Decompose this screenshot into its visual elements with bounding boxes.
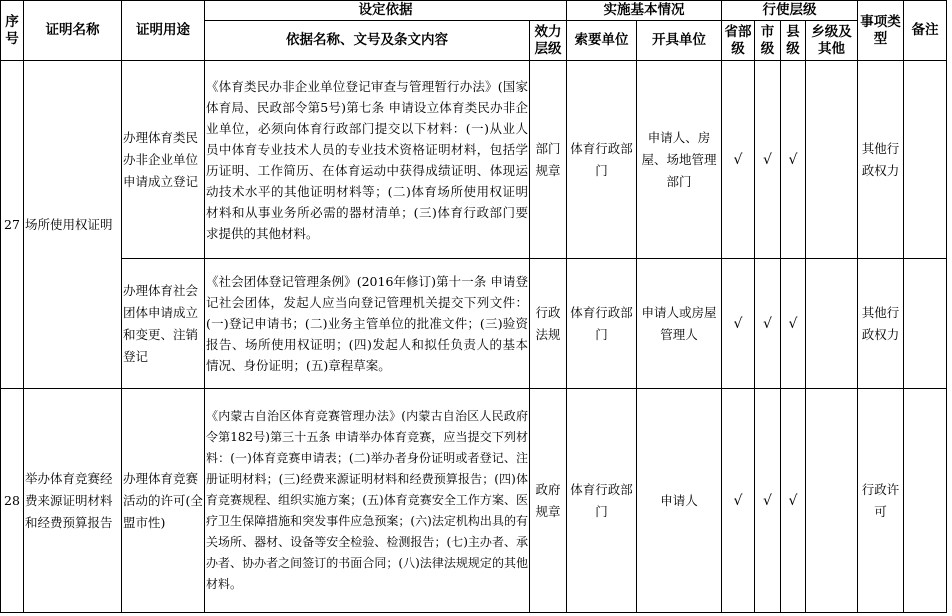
provincial-check-mark: √ — [722, 61, 755, 259]
row-item-type: 其他行政权力 — [858, 259, 904, 389]
row-seq: 27 — [1, 61, 24, 389]
header-county: 县级 — [781, 21, 806, 61]
header-basis: 设定依据 — [205, 1, 567, 21]
row-requesting-unit: 体育行政部门 — [567, 389, 637, 613]
township-cell — [806, 389, 858, 613]
row-remarks — [904, 61, 947, 259]
table-row — [1, 61, 947, 259]
row-effect-level: 行政法规 — [530, 259, 567, 389]
city-check-mark: √ — [755, 61, 781, 259]
header-basis-content: 依据名称、文号及条文内容 — [205, 21, 530, 61]
table-row — [1, 389, 947, 613]
header-effect-level: 效力层级 — [530, 21, 567, 61]
row-requesting-unit: 体育行政部门 — [567, 61, 637, 259]
header-township: 乡级及其他 — [806, 21, 858, 61]
row-issuing-unit: 申请人 — [637, 389, 722, 613]
row-requesting-unit: 体育行政部门 — [567, 259, 637, 389]
row-cert-use: 办理体育类民办非企业单位申请成立登记 — [122, 61, 205, 259]
city-check-mark: √ — [755, 259, 781, 389]
row-cert-name: 场所使用权证明 — [24, 61, 122, 389]
row-basis-text: 《体育类民办非企业单位登记审查与管理暂行办法》(国家体育局、民政部令第5号)第七条 申请设立体育类民办非企业单位，必须向体育行政部门提交以下材料：(一)从业人员中体育专业技术人员的专业技术资格证明材料，包括学历证明、工作简历、在体育运动中获得成绩证明、体现运动技术水平的其他证明材料等；(二)体育场所使用权证明材料和从事业务所必需的器材清单；(三)体育行政部门要求提供的其他材料。 — [205, 61, 530, 259]
header-cert-use: 证明用途 — [122, 1, 205, 61]
row-seq: 28 — [1, 389, 24, 613]
row-item-type: 其他行政权力 — [858, 61, 904, 259]
row-item-type: 行政许可 — [858, 389, 904, 613]
header-requesting-unit: 索要单位 — [567, 21, 637, 61]
provincial-check-mark: √ — [722, 259, 755, 389]
header-cert-name: 证明名称 — [24, 1, 122, 61]
row-basis-text: 《内蒙古自治区体育竞赛管理办法》(内蒙古自治区人民政府令第182号)第三十五条 申请举办体育竞赛，应当提交下列材料：(一)体育竞赛申请表；(二)举办者身份证明或者登记、注册证明材料；(三)经费来源证明材料和经费预算报告；(四)体育竞赛规程、组织实施方案；(五)体育竞赛安全工作方案、医疗卫生保障措施和突发事件应急预案；(六)法定机构出具的有关场所、器材、设备等安全检验、检测报告；(七)主办者、承办者、协办者之间签订的书面合同；(八)法律法规规定的其他材料。 — [205, 389, 530, 613]
county-check-mark: √ — [781, 259, 806, 389]
header-implementation: 实施基本情况 — [567, 1, 722, 21]
header-exercise-level: 行使层级 — [722, 1, 858, 21]
city-check-mark: √ — [755, 389, 781, 613]
row-issuing-unit: 申请人或房屋管理人 — [637, 259, 722, 389]
county-check-mark: √ — [781, 61, 806, 259]
header-issuing-unit: 开具单位 — [637, 21, 722, 61]
header-city: 市级 — [755, 21, 781, 61]
row-cert-use: 办理体育竞赛活动的许可(全盟市性) — [122, 389, 205, 613]
row-effect-level: 政府规章 — [530, 389, 567, 613]
header-seq: 序号 — [1, 1, 24, 61]
row-remarks — [904, 389, 947, 613]
township-cell — [806, 259, 858, 389]
row-basis-text: 《社会团体登记管理条例》(2016年修订)第十一条 申请登记社会团体，发起人应当向登记管理机关提交下列文件：(一)登记申请书；(二)业务主管单位的批准文件；(三)验资报告、场所使用权证明；(四)发起人和拟任负责人的基本情况、身份证明；(五)章程草案。 — [205, 259, 530, 389]
row-cert-use: 办理体育社会团体申请成立和变更、注销登记 — [122, 259, 205, 389]
row-issuing-unit: 申请人、房屋、场地管理部门 — [637, 61, 722, 259]
provincial-check-mark: √ — [722, 389, 755, 613]
table-row — [1, 259, 947, 389]
header-remarks: 备注 — [904, 1, 947, 61]
row-effect-level: 部门规章 — [530, 61, 567, 259]
row-remarks — [904, 259, 947, 389]
county-check-mark: √ — [781, 389, 806, 613]
row-cert-name: 举办体育竞赛经费来源证明材料和经费预算报告 — [24, 389, 122, 613]
header-item-type: 事项类型 — [858, 1, 904, 61]
header-provincial: 省部级 — [722, 21, 755, 61]
township-cell — [806, 61, 858, 259]
